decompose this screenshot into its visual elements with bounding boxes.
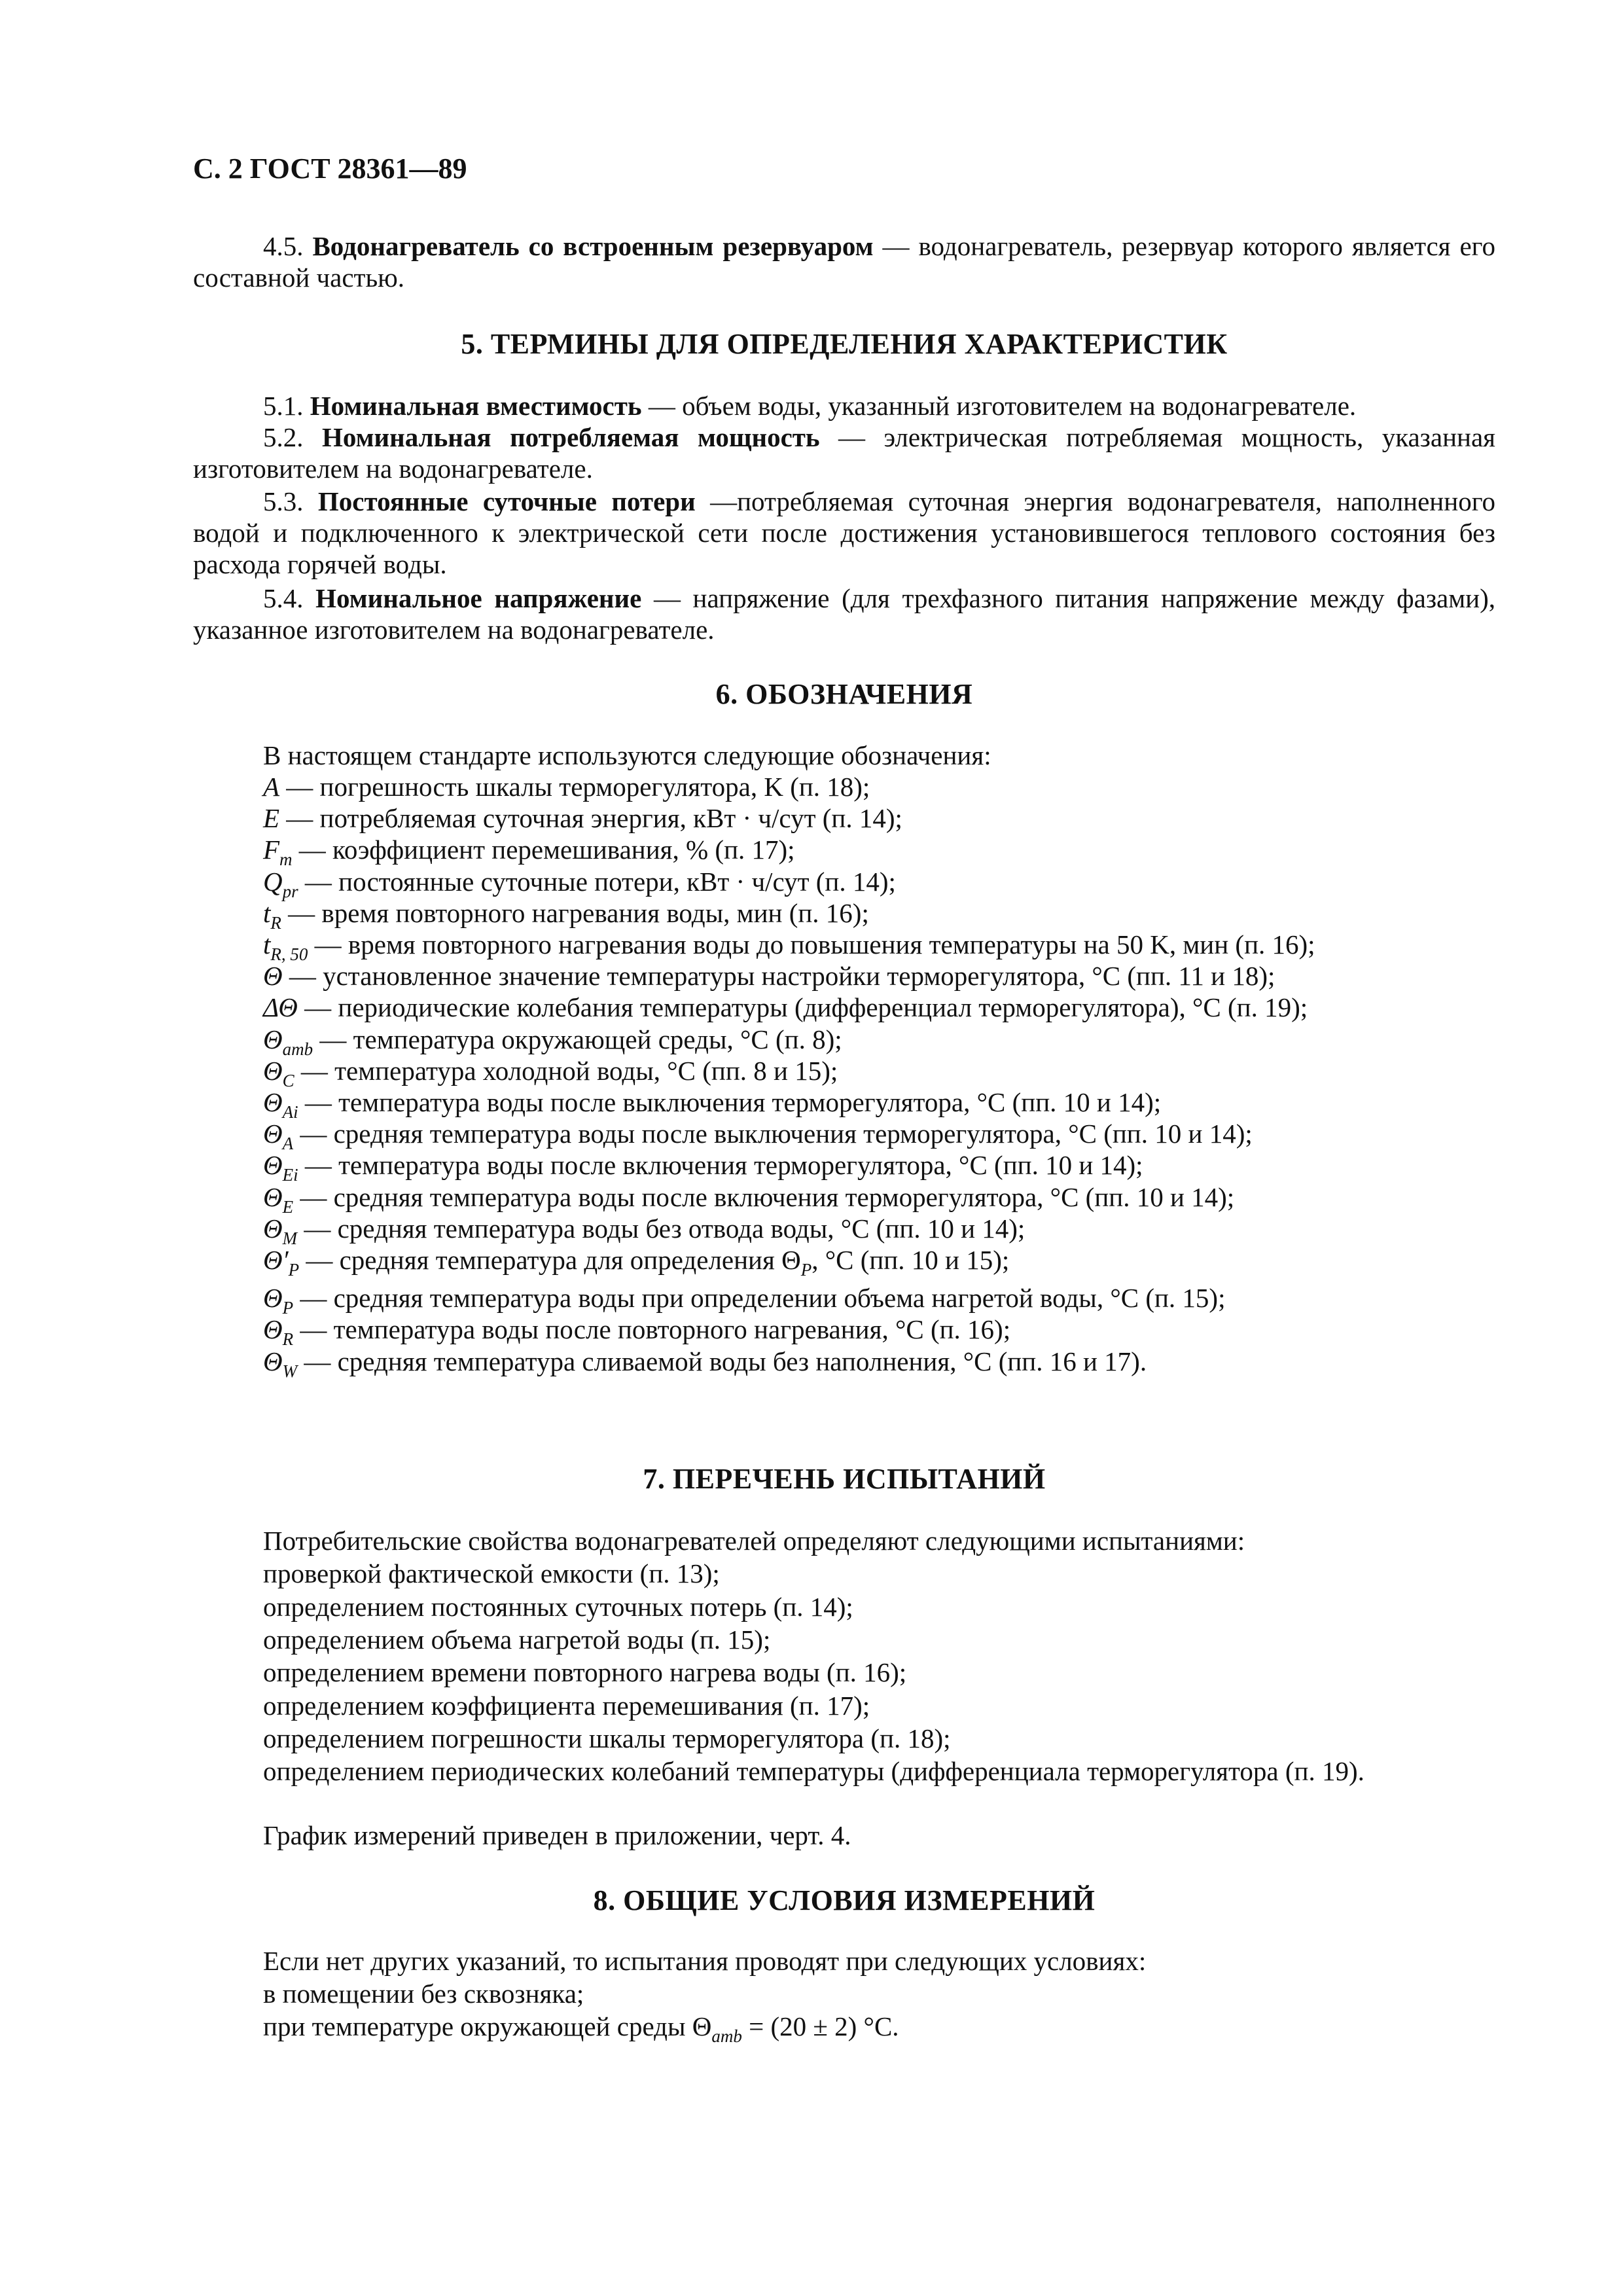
list-item: определением коэффициента перемешивания (п. 17); [263,1690,870,1721]
section-8-heading: 8. ОБЩИЕ УСЛОВИЯ ИЗМЕРЕНИЙ [593,1884,1096,1916]
page-header: С. 2 ГОСТ 28361—89 [193,152,467,185]
symbol-definition: $t_{R, 50}$ — время повторного нагревания воды до повышения температуры на 50 K, мин (п. 16); [263,929,1315,964]
term: Водонагреватель со встроенным резервуаром [312,231,874,261]
symbol-definition: $F_m$ — коэффициент перемешивания, % (п. 17); [263,834,795,870]
symbol-definition: $\Theta_P$ — средняя температура воды при определении объема нагретой воды, °С (п. 15); [263,1283,1226,1318]
clause-5-3: 5.3. Постоянные суточные потери —потребляемая суточная энергия водонагревателя, наполненного водой и подключенного к электрической сети после достижения установившегося теплового состояния без расхода горячей воды. [193,486,1495,579]
clause-5-4: 5.4. Номинальное напряжение — напряжение (для трехфазного питания напряжение между фазами), указанное изготовителем на водонагревателе. [193,583,1496,645]
symbol-definition: $\Theta'_P$ — средняя температура для определения $\Theta_P$, °С (пп. 10 и 15); [263,1245,1010,1280]
list-item: определением объема нагретой воды (п. 15); [263,1624,771,1655]
symbol-definition: $\Theta_W$ — средняя температура сливаемой воды без наполнения, °С (пп. 16 и 17). [263,1346,1147,1381]
list-item: определением времени повторного нагрева воды (п. 16); [263,1657,907,1688]
symbol-definition: $\Theta_A$ — средняя температура воды после выключения терморегулятора, °С (пп. 10 и 14); [263,1119,1253,1154]
symbol-definition: $\Theta_{Ai}$ — температура воды после выключения терморегулятора, °С (пп. 10 и 14); [263,1087,1162,1122]
symbol-definition: Θ — установленное значение температуры настройки терморегулятора, °С (пп. 11 и 18); [263,961,1275,992]
symbol-definition: $\Theta_C$ — температура холодной воды, °С (пп. 8 и 15); [263,1055,838,1090]
section-7-heading: 7. ПЕРЕЧЕНЬ ИСПЫТАНИЙ [643,1463,1046,1495]
list-item: определением погрешности шкалы терморегулятора (п. 18); [263,1723,951,1753]
clause-5-1: 5.1. Номинальная вместимость — объем воды, указанный изготовителем на водонагревателе. [263,391,1357,421]
section-6-heading: 6. ОБОЗНАЧЕНИЯ [715,678,973,710]
symbol-definition: $\Theta_E$ — средняя температура воды после включения терморегулятора, °С (пп. 10 и 14); [263,1181,1235,1217]
list-item: Если нет других указаний, то испытания проводят при следующих условиях: [263,1946,1147,1976]
list-item: проверкой фактической емкости (п. 13); [263,1558,720,1589]
symbol-definition: $\Theta_{amb}$ — температура окружающей среды, °С (п. 8); [263,1024,842,1059]
list-item: Потребительские свойства водонагревателей определяют следующими испытаниями: [263,1526,1245,1556]
symbol-definition: $\Theta_M$ — средняя температура воды без отвода воды, °С (пп. 10 и 14); [263,1213,1026,1248]
symbol-definition: $\Theta_R$ — температура воды после повторного нагревания, °С (п. 16); [263,1314,1011,1350]
list-item: в помещении без сквозняка; [263,1979,584,2009]
symbols-intro: В настоящем стандарте используются следующие обозначения: [263,740,991,770]
symbol-definition: A — погрешность шкалы терморегулятора, K (п. 18); [263,772,870,802]
section-5-heading: 5. ТЕРМИНЫ ДЛЯ ОПРЕДЕЛЕНИЯ ХАРАКТЕРИСТИК [461,328,1228,360]
list-item: определением постоянных суточных потерь (п. 14); [263,1591,853,1622]
list-item: График измерений приведен в приложении, черт. 4. [263,1820,851,1850]
list-item: определением периодических колебаний температуры (дифференциала терморегулятора (п. 19). [263,1756,1364,1786]
clause-4-5: 4.5. Водонагреватель со встроенным резервуаром — водонагреватель, резервуар которого является его составной частью. [193,231,1495,293]
symbol-definition: $\Theta_{Ei}$ — температура воды после включения терморегулятора, °С (пп. 10 и 14); [263,1150,1143,1185]
symbol-definition: $Q_{pr}$ — постоянные суточные потери, кВт · ч/сут (п. 14); [263,866,896,901]
clause-5-2: 5.2. Номинальная потребляемая мощность — электрическая потребляемая мощность, указанная изготовителем на водонагревателе. [193,422,1496,484]
symbol-definition: $t_R$ — время повторного нагревания воды, мин (п. 16); [263,897,869,933]
list-item: при температуре окружающей среды $\Theta_{amb} = (20 \pm 2)$ °С. [263,2011,899,2046]
symbol-definition: ΔΘ — периодические колебания температуры (дифференциал терморегулятора), °С (п. 19); [263,992,1308,1023]
symbol-definition: E — потребляемая суточная энергия, кВт · ч/сут (п. 14); [263,803,902,834]
